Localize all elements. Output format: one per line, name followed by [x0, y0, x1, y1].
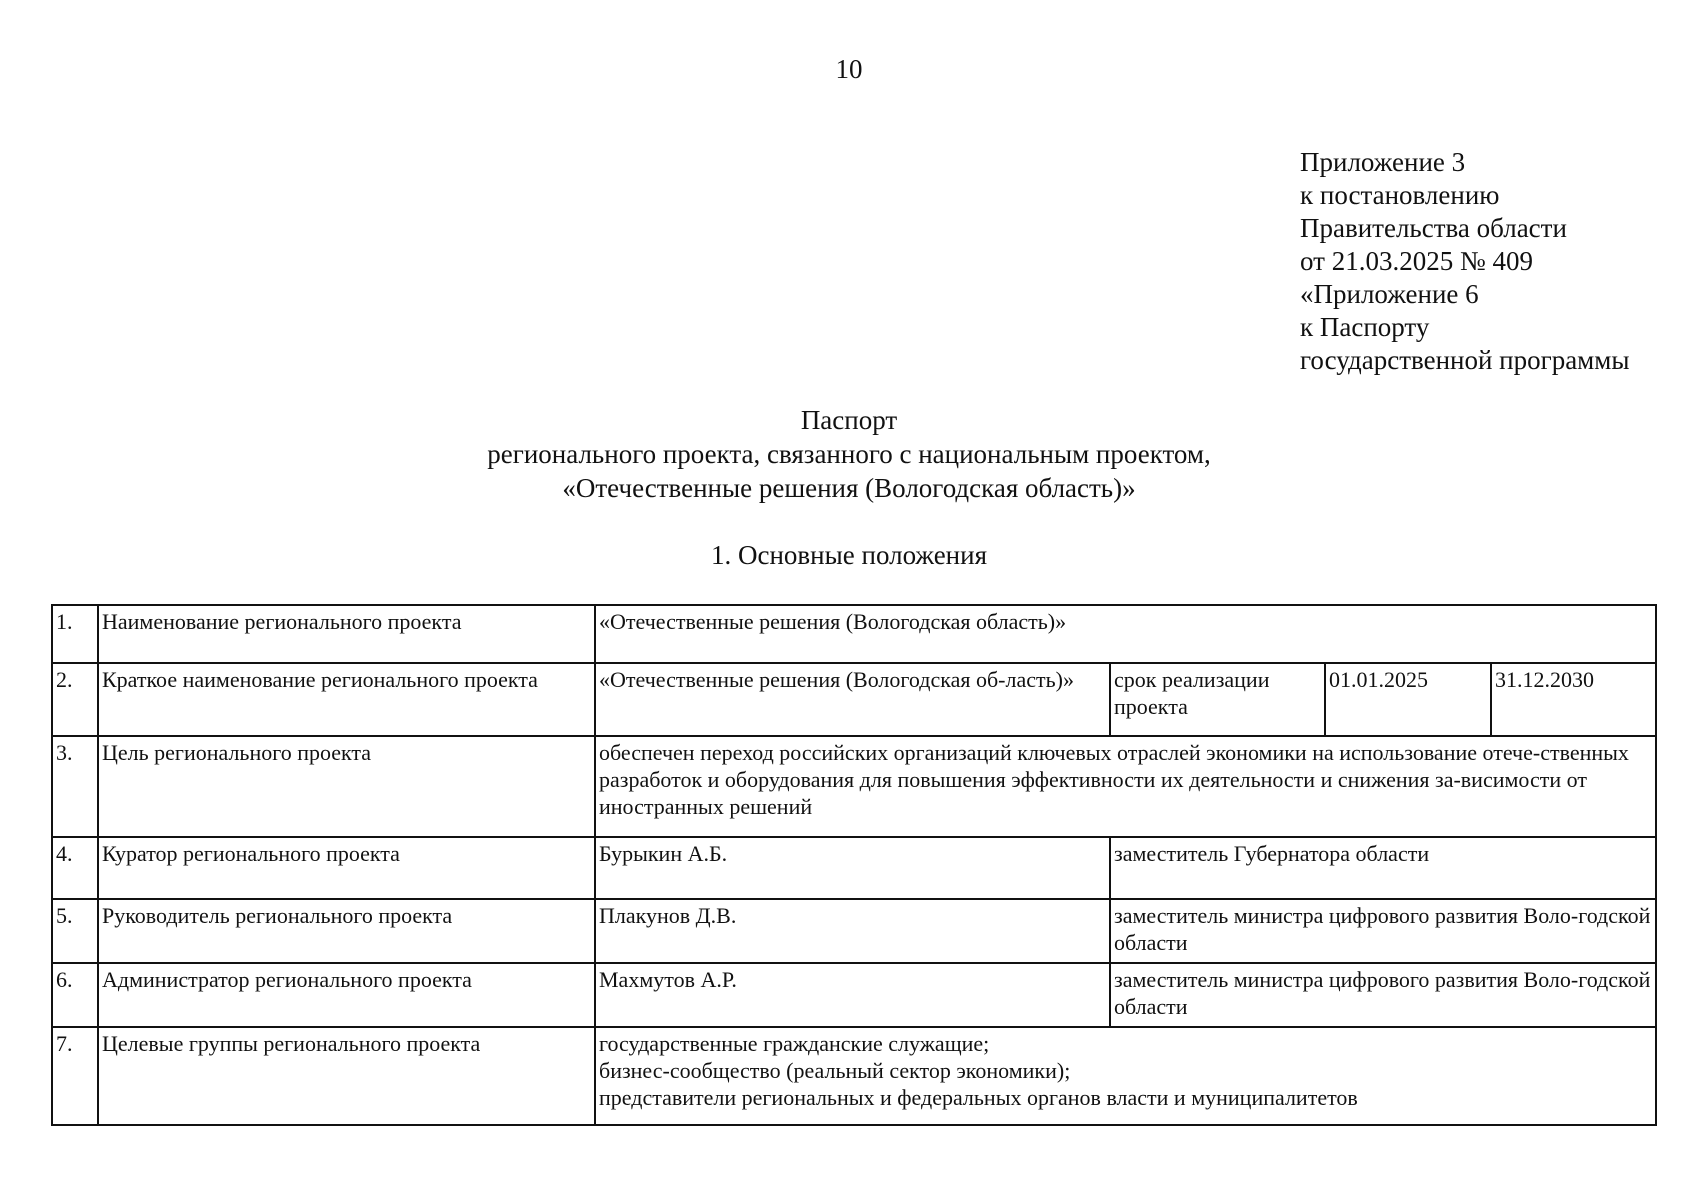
table-row	[52, 605, 1656, 663]
row-label: Краткое наименование регионального проекта	[98, 663, 595, 736]
row-label: Администратор регионального проекта	[98, 963, 595, 1027]
row-number: 1.	[52, 605, 98, 663]
period-label: срок реализации проекта	[1110, 663, 1325, 736]
annex-line: государственной программы	[1300, 345, 1630, 375]
target-group-item: бизнес-сообщество (реальный сектор экономики);	[599, 1058, 1071, 1083]
annex-line: «Приложение 6	[1300, 279, 1479, 309]
row-value: «Отечественные решения (Вологодская область)»	[595, 605, 1656, 663]
person-position: заместитель министра цифрового развития Воло-годской области	[1110, 963, 1656, 1027]
target-groups	[595, 1027, 1656, 1125]
annex-line: от 21.03.2025 № 409	[1300, 246, 1533, 276]
annex-header	[1300, 146, 1630, 377]
table-row	[52, 1027, 1656, 1125]
row-number: 4.	[52, 837, 98, 899]
row-label: Цель регионального проекта	[98, 736, 595, 837]
person-position: заместитель Губернатора области	[1110, 837, 1656, 899]
row-label: Руководитель регионального проекта	[98, 899, 595, 963]
row-label: Наименование регионального проекта	[98, 605, 595, 663]
row-label: Куратор регионального проекта	[98, 837, 595, 899]
row-number: 6.	[52, 963, 98, 1027]
table-row	[52, 837, 1656, 899]
passport-table	[51, 604, 1657, 1126]
row-number: 3.	[52, 736, 98, 837]
target-group-item: государственные гражданские служащие;	[599, 1031, 990, 1056]
start-date: 01.01.2025	[1325, 663, 1491, 736]
person-name: Бурыкин А.Б.	[595, 837, 1110, 899]
table-row	[52, 736, 1656, 837]
person-name: Плакунов Д.В.	[595, 899, 1110, 963]
document-title	[0, 403, 1698, 505]
title-line: Паспорт	[800, 405, 898, 435]
title-line: «Отечественные решения (Вологодская область)»	[562, 473, 1136, 503]
title-line: регионального проекта, связанного с национальным проектом,	[487, 439, 1211, 469]
person-position: заместитель министра цифрового развития Воло-годской области	[1110, 899, 1656, 963]
row-value: «Отечественные решения (Вологодская об-ласть)»	[595, 663, 1110, 736]
table-row	[52, 963, 1656, 1027]
target-group-item: представители региональных и федеральных органов власти и муниципалитетов	[599, 1085, 1358, 1110]
annex-line: к постановлению	[1300, 180, 1500, 210]
annex-line: к Паспорту	[1300, 312, 1430, 342]
row-number: 5.	[52, 899, 98, 963]
section-title: 1. Основные положения	[711, 540, 987, 570]
annex-line: Приложение 3	[1300, 147, 1466, 177]
row-number: 7.	[52, 1027, 98, 1125]
table-row	[52, 663, 1656, 736]
end-date: 31.12.2030	[1491, 663, 1656, 736]
row-number: 2.	[52, 663, 98, 736]
annex-line: Правительства области	[1300, 213, 1567, 243]
person-name: Махмутов А.Р.	[595, 963, 1110, 1027]
row-label: Целевые группы регионального проекта	[98, 1027, 595, 1125]
table-row	[52, 899, 1656, 963]
page-number: 10	[835, 54, 863, 84]
row-value: обеспечен переход российских организаций ключевых отраслей экономики на использование отече-ственных разработок и оборудования для повышения эффективности их деятельности и снижения за-висимости от иностранных решений	[595, 736, 1656, 837]
